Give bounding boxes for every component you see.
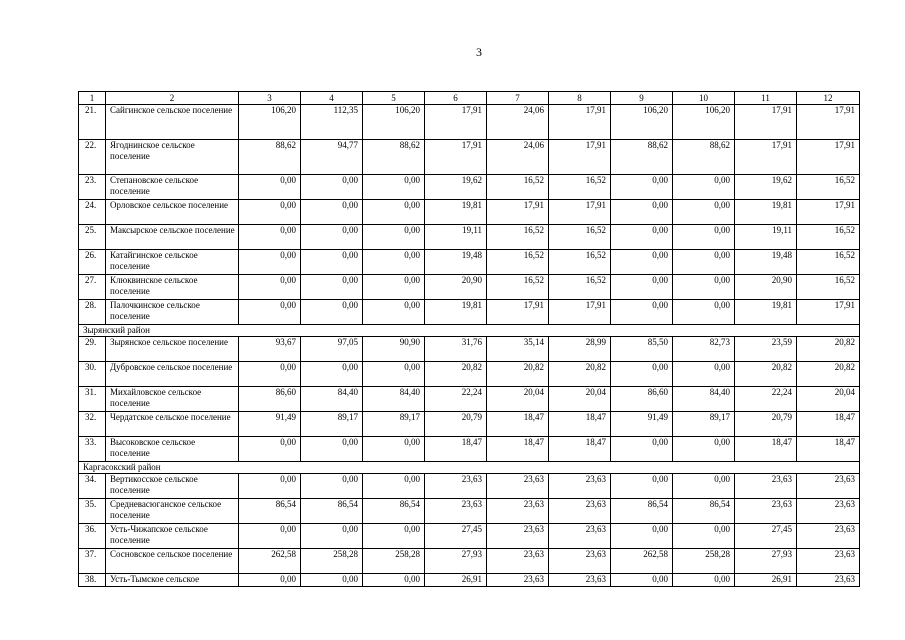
value-cell: 17,91 [425,140,487,175]
row-number: 34. [79,474,106,499]
value-cell: 0,00 [363,250,425,275]
row-number: 36. [79,524,106,549]
district-section-row [79,325,860,337]
table-row [79,175,860,200]
table-row [79,574,860,587]
value-cell: 0,00 [301,225,363,250]
value-cell: 17,91 [797,140,860,175]
value-cell: 0,00 [363,437,425,462]
value-cell: 18,47 [425,437,487,462]
value-cell: 19,48 [735,250,797,275]
column-header-row [79,92,860,105]
value-cell: 23,63 [549,474,611,499]
value-cell: 0,00 [239,474,301,499]
value-cell: 0,00 [301,300,363,325]
value-cell: 258,28 [363,549,425,574]
value-cell: 19,11 [735,225,797,250]
value-cell: 16,52 [487,175,549,200]
row-number: 33. [79,437,106,462]
value-cell: 262,58 [239,549,301,574]
value-cell: 0,00 [611,437,673,462]
value-cell: 23,63 [549,499,611,524]
value-cell: 86,54 [611,499,673,524]
value-cell: 20,04 [549,387,611,412]
value-cell: 26,91 [735,574,797,587]
value-cell: 106,20 [673,105,735,140]
value-cell: 16,52 [487,275,549,300]
value-cell: 17,91 [425,105,487,140]
value-cell: 23,63 [797,574,860,587]
table-row [79,105,860,140]
settlement-name: Ягоднинское сельское поселение [106,140,239,175]
value-cell: 0,00 [363,200,425,225]
table-row [79,412,860,437]
column-header: 5 [363,92,425,105]
value-cell: 0,00 [611,524,673,549]
district-section-row [79,462,860,474]
value-cell: 20,79 [425,412,487,437]
value-cell: 17,91 [797,300,860,325]
value-cell: 27,45 [425,524,487,549]
value-cell: 23,63 [549,549,611,574]
value-cell: 16,52 [797,225,860,250]
value-cell: 0,00 [363,524,425,549]
value-cell: 84,40 [301,387,363,412]
value-cell: 20,04 [797,387,860,412]
value-cell: 23,59 [735,337,797,362]
value-cell: 23,63 [549,574,611,587]
value-cell: 23,63 [797,474,860,499]
value-cell: 86,54 [673,499,735,524]
value-cell: 28,99 [549,337,611,362]
value-cell: 86,54 [363,499,425,524]
value-cell: 0,00 [611,362,673,387]
value-cell: 88,62 [611,140,673,175]
settlement-name: Усть-Чижапское сельское поселение [106,524,239,549]
value-cell: 86,60 [611,387,673,412]
value-cell: 0,00 [301,574,363,587]
column-header: 2 [106,92,239,105]
column-header: 1 [79,92,106,105]
value-cell: 88,62 [363,140,425,175]
value-cell: 26,91 [425,574,487,587]
value-cell: 18,47 [549,412,611,437]
value-cell: 0,00 [301,275,363,300]
value-cell: 0,00 [673,225,735,250]
row-number: 35. [79,499,106,524]
value-cell: 20,90 [735,275,797,300]
value-cell: 27,45 [735,524,797,549]
district-title: Зырянский район [79,325,860,337]
column-header: 12 [797,92,860,105]
value-cell: 0,00 [611,200,673,225]
value-cell: 18,47 [797,412,860,437]
value-cell: 16,52 [797,275,860,300]
value-cell: 23,63 [487,574,549,587]
value-cell: 20,82 [797,362,860,387]
value-cell: 16,52 [549,250,611,275]
column-header: 4 [301,92,363,105]
row-number: 27. [79,275,106,300]
table-body [79,92,860,587]
value-cell: 20,79 [735,412,797,437]
value-cell: 262,58 [611,549,673,574]
value-cell: 0,00 [239,175,301,200]
value-cell: 20,82 [425,362,487,387]
value-cell: 17,91 [735,105,797,140]
value-cell: 22,24 [735,387,797,412]
table-row [79,437,860,462]
column-header: 11 [735,92,797,105]
column-header: 9 [611,92,673,105]
value-cell: 17,91 [549,105,611,140]
value-cell: 88,62 [239,140,301,175]
value-cell: 16,52 [549,225,611,250]
value-cell: 0,00 [239,225,301,250]
settlement-name: Орловское сельское поселение [106,200,239,225]
table-row [79,387,860,412]
row-number: 32. [79,412,106,437]
value-cell: 91,49 [239,412,301,437]
value-cell: 17,91 [487,300,549,325]
district-title: Каргасокский район [79,462,860,474]
column-header: 3 [239,92,301,105]
table-row [79,250,860,275]
tariff-table [78,91,860,587]
table-row [79,200,860,225]
value-cell: 85,50 [611,337,673,362]
value-cell: 17,91 [735,140,797,175]
value-cell: 27,93 [425,549,487,574]
settlement-name: Катайгинское сельское поселение [106,250,239,275]
value-cell: 22,24 [425,387,487,412]
value-cell: 84,40 [363,387,425,412]
settlement-name: Зырянское сельское поселение [106,337,239,362]
value-cell: 0,00 [673,175,735,200]
value-cell: 19,48 [425,250,487,275]
value-cell: 16,52 [549,275,611,300]
value-cell: 20,82 [487,362,549,387]
value-cell: 0,00 [239,362,301,387]
value-cell: 23,63 [487,474,549,499]
value-cell: 0,00 [239,437,301,462]
value-cell: 18,47 [549,437,611,462]
value-cell: 89,17 [673,412,735,437]
settlement-name: Чердатское сельское поселение [106,412,239,437]
value-cell: 19,81 [735,200,797,225]
value-cell: 0,00 [363,225,425,250]
value-cell: 17,91 [487,200,549,225]
value-cell: 0,00 [363,300,425,325]
value-cell: 16,52 [487,225,549,250]
value-cell: 0,00 [239,250,301,275]
value-cell: 0,00 [673,300,735,325]
value-cell: 20,82 [797,337,860,362]
value-cell: 94,77 [301,140,363,175]
value-cell: 112,35 [301,105,363,140]
value-cell: 84,40 [673,387,735,412]
row-number: 30. [79,362,106,387]
settlement-name: Максырское сельское поселение [106,225,239,250]
value-cell: 23,63 [487,524,549,549]
value-cell: 17,91 [549,140,611,175]
value-cell: 106,20 [611,105,673,140]
value-cell: 19,62 [425,175,487,200]
settlement-name: Палочкинское сельское поселение [106,300,239,325]
table-row [79,499,860,524]
column-header: 8 [549,92,611,105]
value-cell: 0,00 [301,250,363,275]
value-cell: 0,00 [239,275,301,300]
table-row [79,549,860,574]
value-cell: 0,00 [611,275,673,300]
value-cell: 91,49 [611,412,673,437]
value-cell: 18,47 [487,437,549,462]
table-row [79,474,860,499]
settlement-name: Усть-Тымское сельское [106,574,239,587]
value-cell: 0,00 [301,175,363,200]
value-cell: 23,63 [735,499,797,524]
row-number: 31. [79,387,106,412]
value-cell: 0,00 [673,437,735,462]
value-cell: 19,62 [735,175,797,200]
value-cell: 0,00 [239,524,301,549]
row-number: 28. [79,300,106,325]
table-row [79,337,860,362]
value-cell: 0,00 [239,300,301,325]
value-cell: 23,63 [425,499,487,524]
value-cell: 0,00 [673,362,735,387]
value-cell: 24,06 [487,105,549,140]
value-cell: 0,00 [239,200,301,225]
row-number: 26. [79,250,106,275]
value-cell: 0,00 [611,250,673,275]
value-cell: 18,47 [735,437,797,462]
settlement-name: Степановское сельское поселение [106,175,239,200]
row-number: 24. [79,200,106,225]
value-cell: 0,00 [301,524,363,549]
value-cell: 0,00 [611,474,673,499]
value-cell: 0,00 [611,300,673,325]
row-number: 23. [79,175,106,200]
value-cell: 89,17 [363,412,425,437]
value-cell: 0,00 [301,362,363,387]
value-cell: 19,81 [425,200,487,225]
value-cell: 86,60 [239,387,301,412]
value-cell: 19,11 [425,225,487,250]
value-cell: 23,63 [735,474,797,499]
value-cell: 23,63 [797,524,860,549]
settlement-name: Сосновское сельское поселение [106,549,239,574]
value-cell: 0,00 [301,474,363,499]
value-cell: 106,20 [239,105,301,140]
settlement-name: Средневасюганское сельское поселение [106,499,239,524]
value-cell: 0,00 [673,250,735,275]
settlement-name: Клюквинское сельское поселение [106,275,239,300]
value-cell: 0,00 [611,574,673,587]
table-row [79,225,860,250]
value-cell: 86,54 [301,499,363,524]
value-cell: 17,91 [797,105,860,140]
value-cell: 16,52 [549,175,611,200]
row-number: 38. [79,574,106,587]
row-number: 22. [79,140,106,175]
value-cell: 258,28 [301,549,363,574]
value-cell: 35,14 [487,337,549,362]
value-cell: 86,54 [239,499,301,524]
value-cell: 23,63 [549,524,611,549]
value-cell: 16,52 [797,250,860,275]
value-cell: 0,00 [301,200,363,225]
value-cell: 106,20 [363,105,425,140]
value-cell: 20,82 [549,362,611,387]
value-cell: 0,00 [673,474,735,499]
value-cell: 23,63 [797,499,860,524]
table-row [79,275,860,300]
value-cell: 20,82 [735,362,797,387]
value-cell: 0,00 [363,574,425,587]
value-cell: 0,00 [673,275,735,300]
column-header: 10 [673,92,735,105]
value-cell: 23,63 [487,549,549,574]
value-cell: 0,00 [611,175,673,200]
value-cell: 18,47 [797,437,860,462]
settlement-name: Сайгинское сельское поселение [106,105,239,140]
row-number: 25. [79,225,106,250]
value-cell: 97,05 [301,337,363,362]
value-cell: 0,00 [363,362,425,387]
value-cell: 0,00 [363,175,425,200]
value-cell: 16,52 [487,250,549,275]
value-cell: 23,63 [487,499,549,524]
value-cell: 90,90 [363,337,425,362]
value-cell: 23,63 [425,474,487,499]
value-cell: 23,63 [797,549,860,574]
value-cell: 0,00 [239,574,301,587]
value-cell: 20,90 [425,275,487,300]
row-number: 37. [79,549,106,574]
value-cell: 16,52 [797,175,860,200]
value-cell: 17,91 [549,200,611,225]
value-cell: 19,81 [735,300,797,325]
value-cell: 20,04 [487,387,549,412]
value-cell: 24,06 [487,140,549,175]
settlement-name: Дубровское сельское поселение [106,362,239,387]
value-cell: 82,73 [673,337,735,362]
value-cell: 0,00 [363,275,425,300]
value-cell: 88,62 [673,140,735,175]
value-cell: 27,93 [735,549,797,574]
value-cell: 18,47 [487,412,549,437]
value-cell: 0,00 [611,225,673,250]
value-cell: 258,28 [673,549,735,574]
settlement-name: Вертикосское сельское поселение [106,474,239,499]
column-header: 7 [487,92,549,105]
value-cell: 31,76 [425,337,487,362]
settlement-name: Михайловское сельское поселение [106,387,239,412]
value-cell: 0,00 [363,474,425,499]
settlement-name: Высоковское сельское поселение [106,437,239,462]
table-row [79,524,860,549]
value-cell: 17,91 [797,200,860,225]
value-cell: 0,00 [301,437,363,462]
value-cell: 19,81 [425,300,487,325]
value-cell: 0,00 [673,200,735,225]
row-number: 29. [79,337,106,362]
table-row [79,300,860,325]
page-number: 3 [476,45,482,59]
row-number: 21. [79,105,106,140]
value-cell: 17,91 [549,300,611,325]
value-cell: 0,00 [673,524,735,549]
table-row [79,140,860,175]
value-cell: 89,17 [301,412,363,437]
value-cell: 93,67 [239,337,301,362]
table-row [79,362,860,387]
value-cell: 0,00 [673,574,735,587]
column-header: 6 [425,92,487,105]
